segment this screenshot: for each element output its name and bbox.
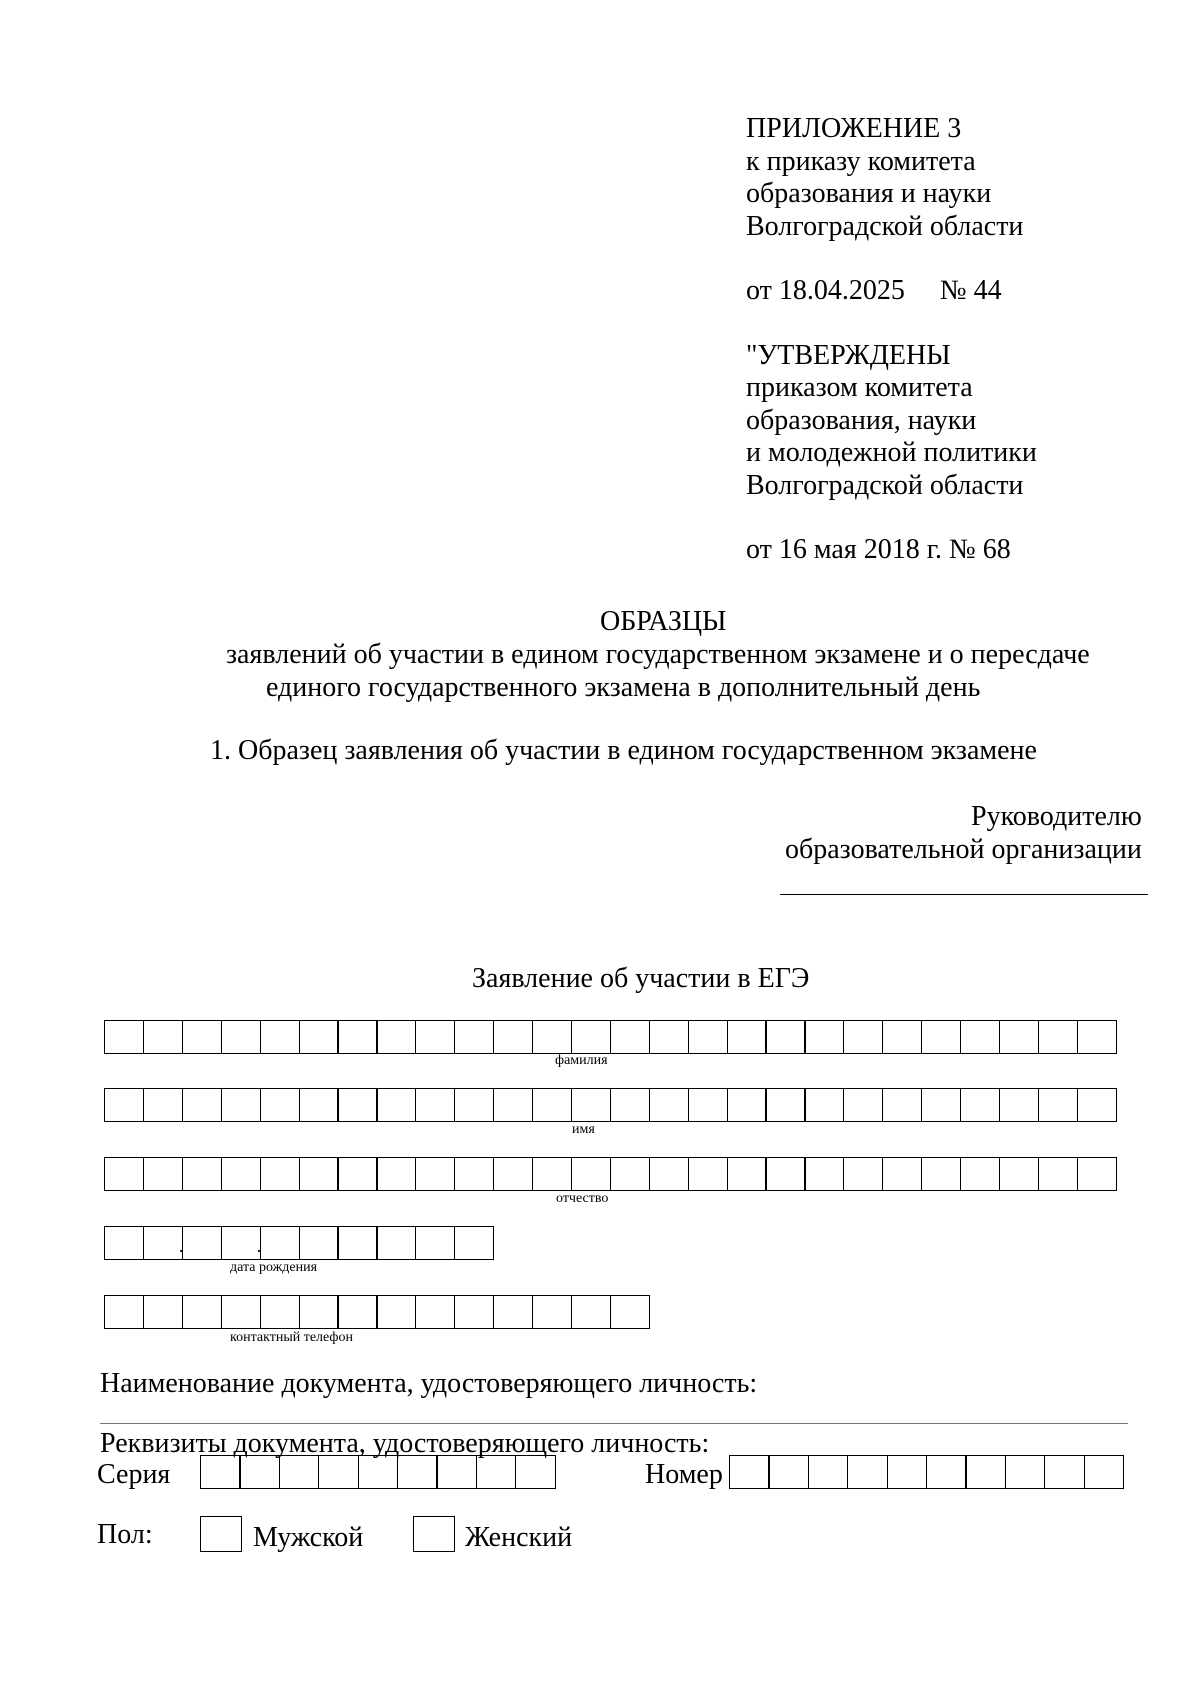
char-cell[interactable] [493, 1157, 533, 1191]
char-cell[interactable] [143, 1157, 183, 1191]
approved-line: и молодежной политики [746, 437, 1037, 468]
char-cell[interactable] [337, 1157, 377, 1191]
series-field[interactable] [200, 1455, 556, 1489]
char-cell[interactable] [808, 1455, 849, 1489]
char-cell[interactable] [337, 1226, 377, 1260]
char-cell[interactable] [376, 1157, 416, 1191]
char-cell[interactable] [454, 1295, 494, 1329]
char-cell[interactable] [239, 1455, 280, 1489]
birthdate-caption: дата рождения [230, 1260, 318, 1275]
form-title: Заявление об участии в ЕГЭ [472, 963, 810, 994]
char-cell[interactable] [454, 1157, 494, 1191]
addressee-line1: Руководителю [971, 801, 1142, 832]
char-cell[interactable] [397, 1455, 438, 1489]
char-cell[interactable] [299, 1226, 339, 1260]
char-cell[interactable] [104, 1020, 144, 1054]
char-cell[interactable] [256, 1226, 300, 1260]
char-cell[interactable] [804, 1088, 844, 1122]
char-cell[interactable] [318, 1455, 359, 1489]
char-cell[interactable] [688, 1088, 728, 1122]
char-cell[interactable] [260, 1157, 300, 1191]
char-cell[interactable] [610, 1295, 650, 1329]
char-cell[interactable] [926, 1455, 967, 1489]
surname-caption: фамилия [555, 1053, 608, 1068]
char-cell[interactable] [454, 1088, 494, 1122]
number-field[interactable] [729, 1455, 1124, 1489]
char-cell[interactable] [921, 1157, 961, 1191]
char-cell[interactable] [847, 1455, 888, 1489]
char-cell[interactable] [610, 1157, 650, 1191]
addressee-line2: образовательной организации [785, 834, 1142, 865]
char-cell[interactable] [688, 1020, 728, 1054]
char-cell[interactable] [337, 1088, 377, 1122]
approved-title: "УТВЕРЖДЕНЫ [746, 339, 951, 371]
char-cell[interactable] [454, 1020, 494, 1054]
appendix-title: ПРИЛОЖЕНИЕ 3 [746, 113, 962, 144]
char-cell[interactable] [571, 1295, 611, 1329]
char-cell[interactable] [260, 1088, 300, 1122]
approved-line: Волгоградской области [746, 469, 1024, 501]
appendix-line: образования и науки [746, 178, 992, 209]
section-heading: 1. Образец заявления об участии в едином государственном экзамене [210, 735, 1037, 766]
char-cell[interactable] [882, 1020, 922, 1054]
char-cell[interactable] [415, 1226, 455, 1260]
char-cell[interactable] [415, 1020, 455, 1054]
char-cell[interactable] [299, 1088, 339, 1122]
char-cell[interactable] [1038, 1088, 1078, 1122]
char-cell[interactable] [532, 1088, 572, 1122]
phone-field[interactable] [104, 1295, 650, 1329]
appendix-date: от 18.04.2025 № 44 [746, 275, 1002, 306]
char-cell[interactable] [649, 1020, 689, 1054]
char-cell[interactable] [221, 1088, 261, 1122]
char-cell[interactable] [765, 1157, 805, 1191]
char-cell[interactable] [143, 1020, 183, 1054]
name-caption: имя [572, 1122, 595, 1137]
char-cell[interactable] [610, 1020, 650, 1054]
gender-female-label: Женский [465, 1522, 573, 1553]
char-cell[interactable] [299, 1157, 339, 1191]
char-cell[interactable] [1077, 1020, 1117, 1054]
char-cell[interactable] [960, 1088, 1000, 1122]
char-cell[interactable] [493, 1295, 533, 1329]
char-cell[interactable] [765, 1088, 805, 1122]
doc-subtitle-line2: единого государственного экзамена в дополнительный день [266, 672, 981, 703]
date-separator-dot: . [178, 1236, 184, 1256]
char-cell[interactable] [921, 1088, 961, 1122]
char-cell[interactable] [649, 1157, 689, 1191]
char-cell[interactable] [727, 1020, 767, 1054]
char-cell[interactable] [729, 1455, 770, 1489]
series-label: Серия [97, 1459, 171, 1490]
char-cell[interactable] [843, 1020, 883, 1054]
doc-subtitle-line1: заявлений об участии в едином государственном экзамене и о пересдаче [226, 639, 1090, 670]
char-cell[interactable] [221, 1157, 261, 1191]
char-cell[interactable] [1077, 1157, 1117, 1191]
char-cell[interactable] [337, 1020, 377, 1054]
char-cell[interactable] [999, 1157, 1039, 1191]
char-cell[interactable] [493, 1088, 533, 1122]
char-cell[interactable] [843, 1157, 883, 1191]
char-cell[interactable] [358, 1455, 399, 1489]
gender-male-label: Мужской [253, 1522, 364, 1553]
char-cell[interactable] [143, 1295, 183, 1329]
char-cell[interactable] [279, 1455, 320, 1489]
char-cell[interactable] [515, 1455, 556, 1489]
char-cell[interactable] [104, 1295, 144, 1329]
char-cell[interactable] [178, 1226, 222, 1260]
char-cell[interactable] [260, 1295, 300, 1329]
char-cell[interactable] [571, 1020, 611, 1054]
surname-field[interactable] [104, 1020, 1117, 1054]
approved-date: от 16 мая 2018 г. № 68 [746, 534, 1011, 565]
doc-title: ОБРАЗЦЫ [600, 606, 727, 637]
char-cell[interactable] [493, 1020, 533, 1054]
char-cell[interactable] [143, 1088, 183, 1122]
char-cell[interactable] [376, 1226, 416, 1260]
birthdate-field[interactable] [104, 1226, 494, 1260]
char-cell[interactable] [1005, 1455, 1046, 1489]
gender-male-checkbox[interactable] [200, 1516, 242, 1552]
char-cell[interactable] [436, 1455, 477, 1489]
document-details-label: Реквизиты документа, удостоверяющего личность: [100, 1428, 710, 1459]
char-cell[interactable] [999, 1020, 1039, 1054]
char-cell[interactable] [221, 1226, 261, 1260]
char-cell[interactable] [376, 1295, 416, 1329]
document-name-label: Наименование документа, удостоверяющего личность: [100, 1368, 758, 1399]
char-cell[interactable] [610, 1088, 650, 1122]
char-cell[interactable] [104, 1088, 144, 1122]
char-cell[interactable] [532, 1157, 572, 1191]
char-cell[interactable] [104, 1157, 144, 1191]
char-cell[interactable] [887, 1455, 928, 1489]
char-cell[interactable] [649, 1088, 689, 1122]
addressee-name-line[interactable] [780, 894, 1148, 895]
char-cell[interactable] [476, 1455, 517, 1489]
char-cell[interactable] [299, 1295, 339, 1329]
char-cell[interactable] [260, 1020, 300, 1054]
patronymic-caption: отчество [556, 1191, 609, 1206]
approval-block [746, 113, 1037, 567]
char-cell[interactable] [882, 1157, 922, 1191]
date-separator-dot: . [256, 1236, 262, 1256]
char-cell[interactable] [200, 1455, 241, 1489]
char-cell[interactable] [1038, 1020, 1078, 1054]
char-cell[interactable] [804, 1020, 844, 1054]
char-cell[interactable] [1044, 1455, 1085, 1489]
char-cell[interactable] [571, 1157, 611, 1191]
phone-caption: контактный телефон [230, 1330, 353, 1345]
char-cell[interactable] [1084, 1455, 1125, 1489]
appendix-line: Волгоградской области [746, 210, 1024, 242]
char-cell[interactable] [727, 1157, 767, 1191]
char-cell[interactable] [299, 1020, 339, 1054]
document-name-line[interactable] [100, 1423, 1128, 1424]
gender-label: Пол: [97, 1519, 153, 1550]
char-cell[interactable] [921, 1020, 961, 1054]
char-cell[interactable] [1077, 1088, 1117, 1122]
char-cell[interactable] [965, 1455, 1006, 1489]
char-cell[interactable] [882, 1088, 922, 1122]
char-cell[interactable] [843, 1088, 883, 1122]
char-cell[interactable] [376, 1088, 416, 1122]
char-cell[interactable] [337, 1295, 377, 1329]
char-cell[interactable] [804, 1157, 844, 1191]
char-cell[interactable] [182, 1088, 222, 1122]
name-field[interactable] [104, 1088, 1117, 1122]
char-cell[interactable] [104, 1226, 144, 1260]
char-cell[interactable] [1038, 1157, 1078, 1191]
char-cell[interactable] [454, 1226, 494, 1260]
char-cell[interactable] [768, 1455, 809, 1489]
char-cell[interactable] [960, 1020, 1000, 1054]
char-cell[interactable] [415, 1295, 455, 1329]
char-cell[interactable] [727, 1088, 767, 1122]
char-cell[interactable] [532, 1295, 572, 1329]
char-cell[interactable] [182, 1295, 222, 1329]
char-cell[interactable] [765, 1020, 805, 1054]
char-cell[interactable] [182, 1020, 222, 1054]
char-cell[interactable] [960, 1157, 1000, 1191]
number-label: Номер [645, 1459, 723, 1490]
char-cell[interactable] [143, 1226, 183, 1260]
char-cell[interactable] [571, 1088, 611, 1122]
char-cell[interactable] [221, 1295, 261, 1329]
char-cell[interactable] [221, 1020, 261, 1054]
char-cell[interactable] [532, 1020, 572, 1054]
patronymic-field[interactable] [104, 1157, 1117, 1191]
approved-line: образования, науки [746, 404, 977, 436]
char-cell[interactable] [376, 1020, 416, 1054]
char-cell[interactable] [415, 1088, 455, 1122]
char-cell[interactable] [182, 1157, 222, 1191]
gender-female-checkbox[interactable] [413, 1516, 455, 1552]
char-cell[interactable] [688, 1157, 728, 1191]
appendix-line: к приказу комитета [746, 145, 976, 177]
approved-line: приказом комитета [746, 372, 973, 403]
char-cell[interactable] [999, 1088, 1039, 1122]
char-cell[interactable] [415, 1157, 455, 1191]
